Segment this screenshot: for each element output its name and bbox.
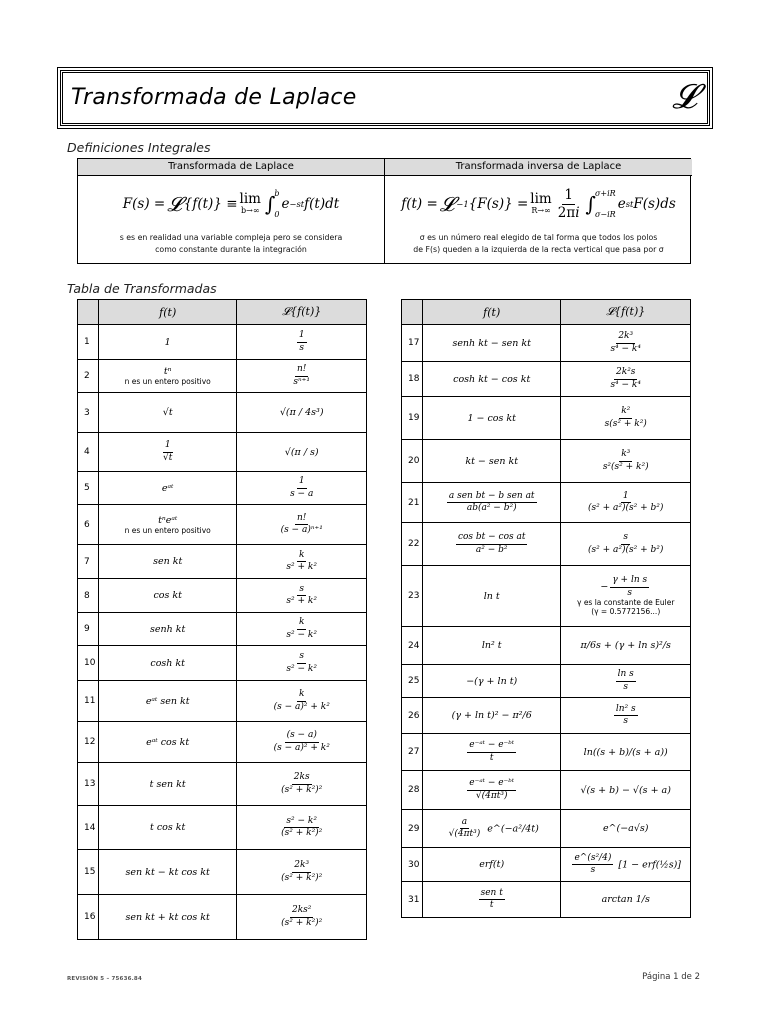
header-f: f(t) xyxy=(98,300,236,325)
table-row: 17 senh kt − sen kt $\frac{\text{2k³}}{\text{s⁴ − k⁴}}$ xyxy=(402,325,691,362)
laplace-definition-note-2: como constante durante la integración xyxy=(155,245,307,254)
laplace-definition-header: Transformada de Laplace xyxy=(78,159,384,176)
table-row: 8 cos kt $\frac{s}{\text{s² + k²}}$ xyxy=(78,579,367,613)
inverse-laplace-note-1: σ es un número real elegido de tal forma que todos los polos xyxy=(419,233,658,242)
table-row: 9 senh kt $\frac{k}{\text{s² − k²}}$ xyxy=(78,613,367,646)
inverse-laplace-formula: f(t) = 𝓛 −1 {F(s)} = lim R→∞ $\frac{1}{2\pi i}$ ∫ σ+iR σ−iR e st F(s)ds xyxy=(401,187,676,221)
inverse-laplace-header: Transformada inversa de Laplace xyxy=(385,159,692,176)
table-row: 23 ln t − $\frac{\text{γ + ln s}}{s}$ γ es la constante de Euler (γ = 0.5772156...) xyxy=(402,566,691,627)
table-row: 7 sen kt $\frac{k}{\text{s² + k²}}$ xyxy=(78,545,367,579)
laplace-definition-note-1: s es en realidad una variable compleja pero se considera xyxy=(119,233,343,242)
header-number xyxy=(78,300,99,325)
table-row: 15 sen kt − kt cos kt $\frac{\text{2k³}}{\text{(s² + k²)²}}$ xyxy=(78,850,367,895)
table-row: 12 eᵃᵗ cos kt $\frac{(s - a)}{\text{(s − a)² + k²}}$ xyxy=(78,722,367,763)
table-row: 18 cosh kt − cos kt $\frac{\text{2k²s}}{\text{s⁴ − k⁴}}$ xyxy=(402,362,691,397)
footer-revision: REVISIÓN 5 – 75636.84 xyxy=(67,976,142,982)
table-row: 16 sen kt + kt cos kt $\frac{\text{2ks²}}{\text{(s² + k²)²}}$ xyxy=(78,895,367,940)
table-row: 24 ln² t π/6s + (γ + ln s)²/s xyxy=(402,627,691,665)
table-row: 5 eᵃᵗ $\frac{1}{s - a}$ xyxy=(78,472,367,505)
section-label-table: Tabla de Transformadas xyxy=(67,281,217,296)
title-box xyxy=(60,70,710,126)
table-row: 30 erf(t) $\frac{\text{e\textasciicircum{}(s²/4)}}{s}$ [1 − erf(½s)] xyxy=(402,848,691,882)
header-number xyxy=(402,300,423,325)
table-row: 20 kt − sen kt $\frac{\text{k³}}{\text{s²(s² + k²)}}$ xyxy=(402,440,691,483)
table-row: 19 1 − cos kt $\frac{\text{k²}}{\text{s(s² + k²)}}$ xyxy=(402,397,691,440)
table-row: 10 cosh kt $\frac{s}{\text{s² − k²}}$ xyxy=(78,646,367,681)
table-row: 21 $\frac{\text{a sen bt − b sen at}}{\text{ab(a² − b²)}}$ $\frac{1}{\text{(s² + a²)(s² + b²)}}$ xyxy=(402,483,691,523)
table-row: 11 eᵃᵗ sen kt $\frac{k}{\text{(s − a)² + k²}}$ xyxy=(78,681,367,722)
table-row: 25 −(γ + ln t) $\frac{\text{ln s}}{s}$ xyxy=(402,665,691,698)
laplace-definition-formula: F(s) = 𝓛 {f(t)} ≡ lim b→∞ ∫ b 0 e −st f(t)dt xyxy=(122,189,340,219)
page-title: Transformada de Laplace xyxy=(71,85,357,110)
inverse-laplace-note-2: de F(s) queden a la izquierda de la recta vertical que pasa por σ xyxy=(413,245,664,254)
table-row: 29 $\frac{a}{\text{√(4πt³)}}$ e^(−a²/4t) e^(−a√s) xyxy=(402,810,691,848)
table-row: 6 tⁿeᵃᵗ n es un entero positivo $\frac{n!}{\text{(s − a)ⁿ⁺¹}}$ xyxy=(78,505,367,545)
header-F: 𝓛{f(t)} xyxy=(237,300,367,325)
table-row: 31 $\frac{\text{sen t}}{t}$ arctan 1/s xyxy=(402,882,691,918)
table-row: 14 t cos kt $\frac{\text{s² − k²}}{\text{(s² + k²)²}}$ xyxy=(78,806,367,850)
table-row: 27 $\frac{\text{e⁻ᵃᵗ − e⁻ᵇᵗ}}{t}$ ln((s + b)/(s + a)) xyxy=(402,734,691,771)
transform-table-right xyxy=(401,299,691,918)
table-row: 3 √t √(π / 4s³) xyxy=(78,393,367,433)
table-row: 26 (γ + ln t)² − π²/6 $\frac{\text{ln² s}}{s}$ xyxy=(402,698,691,734)
transform-table-left xyxy=(77,299,367,940)
table-row: 13 t sen kt $\frac{2ks}{\text{(s² + k²)²}}$ xyxy=(78,763,367,806)
table-row: 1 1 $\frac{1}{s}$ xyxy=(78,325,367,360)
footer-page-number: Página 1 de 2 xyxy=(642,972,700,982)
header-F: 𝓛{f(t)} xyxy=(561,300,691,325)
inverse-laplace-definition xyxy=(385,159,692,263)
laplace-definition xyxy=(78,159,385,263)
section-label-defs: Definiciones Integrales xyxy=(67,140,211,155)
table-row: 2 tⁿ n es un entero positivo $\frac{n!}{\text{sⁿ⁺¹}}$ xyxy=(78,360,367,393)
laplace-logo-icon: 𝓛 xyxy=(672,77,697,117)
table-row: 4 $\frac{1}{√t}$ √(π / s) xyxy=(78,433,367,472)
table-row: 28 $\frac{\text{e⁻ᵃᵗ − e⁻ᵇᵗ}}{\text{√(4πt³)}}$ √(s + b) − √(s + a) xyxy=(402,771,691,810)
table-row: 22 $\frac{\text{cos bt − cos at}}{\text{a² − b²}}$ $\frac{s}{\text{(s² + a²)(s² + b²)}}$ xyxy=(402,523,691,566)
header-f: f(t) xyxy=(422,300,560,325)
definitions-table xyxy=(77,158,691,264)
